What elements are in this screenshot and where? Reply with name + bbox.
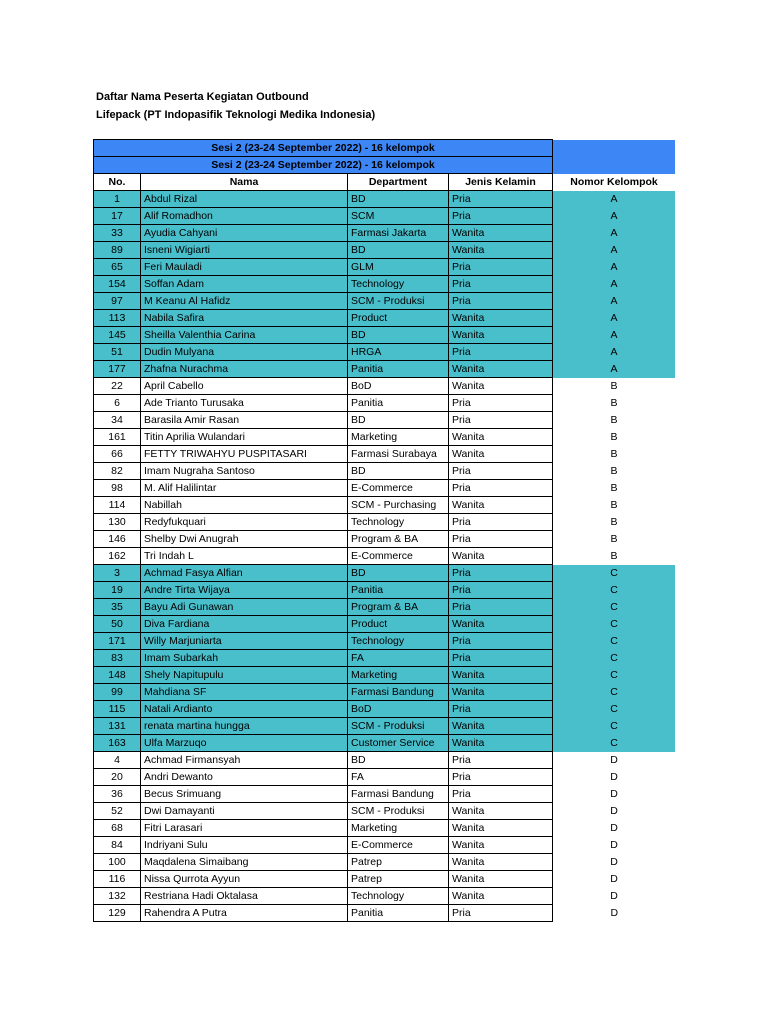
cell-nomor-kelompok: D [553,769,676,786]
cell-no: 89 [94,242,141,259]
cell-nomor-kelompok: A [553,310,676,327]
cell-nomor-kelompok: C [553,718,676,735]
cell-jenis-kelamin: Pria [449,259,553,276]
cell-department: Panitia [348,361,449,378]
cell-nomor-kelompok: A [553,293,676,310]
cell-nomor-kelompok: C [553,701,676,718]
cell-nomor-kelompok: C [553,633,676,650]
cell-nomor-kelompok: C [553,667,676,684]
table-row [94,276,676,293]
participant-table [93,139,676,922]
table-row [94,463,676,480]
cell-jenis-kelamin: Wanita [449,361,553,378]
cell-no: 171 [94,633,141,650]
cell-nama: Indriyani Sulu [141,837,348,854]
cell-department: FA [348,650,449,667]
cell-nama: Rahendra A Putra [141,905,348,922]
cell-nama: Achmad Firmansyah [141,752,348,769]
cell-nama: Achmad Fasya Alfian [141,565,348,582]
cell-nama: Tri Indah L [141,548,348,565]
cell-jenis-kelamin: Pria [449,276,553,293]
table-row [94,497,676,514]
cell-department: Marketing [348,820,449,837]
session-row-2 [94,157,676,174]
header-no: No. [94,174,141,191]
table-row [94,361,676,378]
cell-no: 114 [94,497,141,514]
cell-no: 163 [94,735,141,752]
cell-nomor-kelompok: C [553,582,676,599]
cell-nama: Dudin Mulyana [141,344,348,361]
cell-department: SCM - Purchasing [348,497,449,514]
cell-jenis-kelamin: Pria [449,786,553,803]
header-department: Department [348,174,449,191]
cell-no: 20 [94,769,141,786]
table-row [94,650,676,667]
cell-nomor-kelompok: D [553,752,676,769]
cell-no: 148 [94,667,141,684]
cell-jenis-kelamin: Wanita [449,667,553,684]
cell-jenis-kelamin: Pria [449,701,553,718]
cell-nama: Zhafna Nurachma [141,361,348,378]
cell-nomor-kelompok: B [553,531,676,548]
table-row [94,752,676,769]
table-row [94,378,676,395]
cell-nama: Soffan Adam [141,276,348,293]
cell-nama: Isneni Wigiarti [141,242,348,259]
cell-nomor-kelompok: C [553,616,676,633]
cell-no: 65 [94,259,141,276]
cell-jenis-kelamin: Pria [449,599,553,616]
cell-department: Marketing [348,667,449,684]
cell-department: Customer Service [348,735,449,752]
table-row [94,548,676,565]
cell-department: E-Commerce [348,548,449,565]
cell-nomor-kelompok: C [553,599,676,616]
cell-jenis-kelamin: Wanita [449,684,553,701]
cell-nama: Titin Aprilia Wulandari [141,429,348,446]
cell-nama: Alif Romadhon [141,208,348,225]
cell-no: 113 [94,310,141,327]
cell-no: 52 [94,803,141,820]
table-row [94,786,676,803]
cell-nama: April Cabello [141,378,348,395]
cell-department: Patrep [348,871,449,888]
cell-no: 129 [94,905,141,922]
cell-jenis-kelamin: Pria [449,293,553,310]
cell-no: 68 [94,820,141,837]
cell-department: FA [348,769,449,786]
cell-nama: Sheilla Valenthia Carina [141,327,348,344]
cell-department: Panitia [348,905,449,922]
cell-jenis-kelamin: Wanita [449,225,553,242]
table-row [94,667,676,684]
cell-nomor-kelompok: D [553,871,676,888]
cell-department: Farmasi Bandung [348,684,449,701]
cell-no: 34 [94,412,141,429]
cell-department: BD [348,412,449,429]
cell-department: Program & BA [348,599,449,616]
cell-nama: Natali Ardianto [141,701,348,718]
table-row [94,395,676,412]
cell-nomor-kelompok: D [553,854,676,871]
cell-jenis-kelamin: Wanita [449,327,553,344]
cell-jenis-kelamin: Pria [449,650,553,667]
document-title-block [96,88,375,124]
cell-jenis-kelamin: Wanita [449,378,553,395]
table-row [94,684,676,701]
cell-department: Technology [348,888,449,905]
cell-nama: Andre Tirta Wijaya [141,582,348,599]
cell-nama: Abdul Rizal [141,191,348,208]
cell-department: Technology [348,514,449,531]
cell-department: E-Commerce [348,837,449,854]
cell-department: E-Commerce [348,480,449,497]
table-row [94,616,676,633]
cell-department: BoD [348,378,449,395]
cell-jenis-kelamin: Pria [449,531,553,548]
cell-jenis-kelamin: Wanita [449,871,553,888]
cell-nomor-kelompok: A [553,327,676,344]
cell-nama: Nabillah [141,497,348,514]
cell-nomor-kelompok: A [553,242,676,259]
cell-nama: Diva Fardiana [141,616,348,633]
cell-no: 83 [94,650,141,667]
table-row [94,429,676,446]
cell-nomor-kelompok: B [553,548,676,565]
cell-nama: Shelby Dwi Anugrah [141,531,348,548]
table-row [94,327,676,344]
cell-jenis-kelamin: Pria [449,344,553,361]
cell-nomor-kelompok: B [553,446,676,463]
cell-nomor-kelompok: A [553,259,676,276]
table-row [94,225,676,242]
cell-no: 162 [94,548,141,565]
cell-jenis-kelamin: Wanita [449,820,553,837]
cell-nama: Nabila Safira [141,310,348,327]
cell-nomor-kelompok: A [553,361,676,378]
cell-nama: Barasila Amir Rasan [141,412,348,429]
cell-jenis-kelamin: Wanita [449,429,553,446]
cell-nomor-kelompok: B [553,412,676,429]
cell-department: HRGA [348,344,449,361]
cell-no: 51 [94,344,141,361]
cell-nama: Imam Subarkah [141,650,348,667]
cell-no: 132 [94,888,141,905]
cell-department: BoD [348,701,449,718]
cell-nama: Feri Mauladi [141,259,348,276]
cell-jenis-kelamin: Pria [449,905,553,922]
cell-department: Panitia [348,582,449,599]
cell-jenis-kelamin: Pria [449,582,553,599]
cell-department: BD [348,327,449,344]
table-row [94,854,676,871]
cell-no: 36 [94,786,141,803]
cell-no: 50 [94,616,141,633]
cell-department: SCM [348,208,449,225]
cell-department: Farmasi Bandung [348,786,449,803]
cell-nomor-kelompok: B [553,395,676,412]
cell-nomor-kelompok: B [553,378,676,395]
cell-jenis-kelamin: Pria [449,463,553,480]
cell-jenis-kelamin: Pria [449,565,553,582]
cell-no: 3 [94,565,141,582]
cell-nomor-kelompok: A [553,208,676,225]
cell-jenis-kelamin: Wanita [449,803,553,820]
cell-nomor-kelompok: A [553,191,676,208]
cell-department: Program & BA [348,531,449,548]
table-row [94,871,676,888]
session-fill [553,157,676,174]
cell-nomor-kelompok: B [553,514,676,531]
cell-department: Farmasi Jakarta [348,225,449,242]
cell-nama: Fitri Larasari [141,820,348,837]
cell-no: 130 [94,514,141,531]
cell-nama: Mahdiana SF [141,684,348,701]
header-jenis-kelamin: Jenis Kelamin [449,174,553,191]
cell-nomor-kelompok: C [553,684,676,701]
table-row [94,599,676,616]
cell-no: 33 [94,225,141,242]
cell-nama: Willy Marjuniarta [141,633,348,650]
table-row [94,888,676,905]
cell-nomor-kelompok: D [553,786,676,803]
cell-jenis-kelamin: Wanita [449,718,553,735]
table-row [94,735,676,752]
session-row-1 [94,140,676,157]
cell-department: Product [348,310,449,327]
table-row [94,242,676,259]
cell-jenis-kelamin: Pria [449,191,553,208]
cell-nama: Ulfa Marzuqo [141,735,348,752]
cell-nomor-kelompok: A [553,276,676,293]
cell-nama: FETTY TRIWAHYU PUSPITASARI [141,446,348,463]
cell-nama: M. Alif Halilintar [141,480,348,497]
table-row [94,514,676,531]
cell-department: Technology [348,276,449,293]
cell-nomor-kelompok: C [553,735,676,752]
cell-department: SCM - Produksi [348,718,449,735]
cell-jenis-kelamin: Wanita [449,310,553,327]
cell-nomor-kelompok: D [553,820,676,837]
cell-department: BD [348,191,449,208]
session-fill [553,140,676,157]
cell-nomor-kelompok: D [553,905,676,922]
cell-jenis-kelamin: Wanita [449,616,553,633]
cell-no: 97 [94,293,141,310]
table-row [94,480,676,497]
cell-jenis-kelamin: Wanita [449,837,553,854]
cell-nomor-kelompok: A [553,225,676,242]
cell-no: 177 [94,361,141,378]
cell-department: Patrep [348,854,449,871]
cell-nomor-kelompok: C [553,650,676,667]
cell-jenis-kelamin: Wanita [449,735,553,752]
cell-jenis-kelamin: Pria [449,514,553,531]
cell-nama: Restriana Hadi Oktalasa [141,888,348,905]
cell-department: Panitia [348,395,449,412]
table-row [94,837,676,854]
cell-nama: Shely Napitupulu [141,667,348,684]
cell-no: 161 [94,429,141,446]
cell-nama: Maqdalena Simaibang [141,854,348,871]
cell-jenis-kelamin: Pria [449,633,553,650]
cell-department: GLM [348,259,449,276]
table-row [94,803,676,820]
cell-no: 145 [94,327,141,344]
document-subtitle: Lifepack (PT Indopasifik Teknologi Medika Indonesia) [96,109,376,121]
table-row [94,633,676,650]
table-row [94,582,676,599]
cell-nama: Nissa Qurrota Ayyun [141,871,348,888]
cell-nama: Bayu Adi Gunawan [141,599,348,616]
table-row [94,208,676,225]
table-row [94,310,676,327]
cell-nomor-kelompok: B [553,429,676,446]
cell-department: Technology [348,633,449,650]
table-row [94,446,676,463]
cell-department: BD [348,463,449,480]
table-row [94,701,676,718]
cell-no: 131 [94,718,141,735]
cell-no: 116 [94,871,141,888]
cell-department: SCM - Produksi [348,803,449,820]
cell-nama: Andri Dewanto [141,769,348,786]
cell-department: BD [348,752,449,769]
cell-department: Product [348,616,449,633]
cell-department: Marketing [348,429,449,446]
cell-no: 82 [94,463,141,480]
cell-jenis-kelamin: Pria [449,769,553,786]
cell-nomor-kelompok: A [553,344,676,361]
cell-no: 35 [94,599,141,616]
cell-nama: Becus Srimuang [141,786,348,803]
table-row [94,412,676,429]
cell-jenis-kelamin: Wanita [449,242,553,259]
cell-no: 22 [94,378,141,395]
table-row [94,293,676,310]
cell-jenis-kelamin: Wanita [449,854,553,871]
cell-no: 19 [94,582,141,599]
cell-no: 6 [94,395,141,412]
cell-no: 115 [94,701,141,718]
table-row [94,565,676,582]
cell-nomor-kelompok: D [553,837,676,854]
cell-no: 17 [94,208,141,225]
cell-no: 98 [94,480,141,497]
cell-nomor-kelompok: D [553,803,676,820]
cell-nama: Ade Trianto Turusaka [141,395,348,412]
cell-department: SCM - Produksi [348,293,449,310]
cell-no: 4 [94,752,141,769]
cell-jenis-kelamin: Wanita [449,548,553,565]
session-label: Sesi 2 (23-24 September 2022) - 16 kelompok [94,157,553,174]
table-row [94,191,676,208]
cell-jenis-kelamin: Wanita [449,446,553,463]
table-row [94,259,676,276]
cell-nama: Ayudia Cahyani [141,225,348,242]
cell-jenis-kelamin: Pria [449,395,553,412]
table-row [94,769,676,786]
cell-no: 84 [94,837,141,854]
cell-nomor-kelompok: B [553,463,676,480]
cell-jenis-kelamin: Pria [449,412,553,429]
session-label: Sesi 2 (23-24 September 2022) - 16 kelompok [94,140,553,157]
header-row [94,174,676,191]
table-row [94,344,676,361]
cell-no: 99 [94,684,141,701]
cell-nomor-kelompok: C [553,565,676,582]
table-row [94,905,676,922]
cell-nomor-kelompok: B [553,497,676,514]
table-row [94,531,676,548]
cell-nama: Imam Nugraha Santoso [141,463,348,480]
table-row [94,718,676,735]
cell-nomor-kelompok: D [553,888,676,905]
cell-department: BD [348,242,449,259]
cell-department: Farmasi Surabaya [348,446,449,463]
cell-no: 66 [94,446,141,463]
cell-nama: M Keanu Al Hafidz [141,293,348,310]
cell-department: BD [348,565,449,582]
table-row [94,820,676,837]
cell-jenis-kelamin: Pria [449,752,553,769]
cell-no: 154 [94,276,141,293]
cell-nama: Dwi Damayanti [141,803,348,820]
cell-jenis-kelamin: Wanita [449,497,553,514]
cell-nama: Redyfukquari [141,514,348,531]
document-title: Daftar Nama Peserta Kegiatan Outbound [96,91,309,103]
cell-nama: renata martina hungga [141,718,348,735]
cell-jenis-kelamin: Pria [449,208,553,225]
header-nomor-kelompok: Nomor Kelompok [553,174,676,191]
cell-no: 146 [94,531,141,548]
header-nama: Nama [141,174,348,191]
cell-nomor-kelompok: B [553,480,676,497]
cell-no: 1 [94,191,141,208]
cell-no: 100 [94,854,141,871]
cell-jenis-kelamin: Wanita [449,888,553,905]
cell-jenis-kelamin: Pria [449,480,553,497]
